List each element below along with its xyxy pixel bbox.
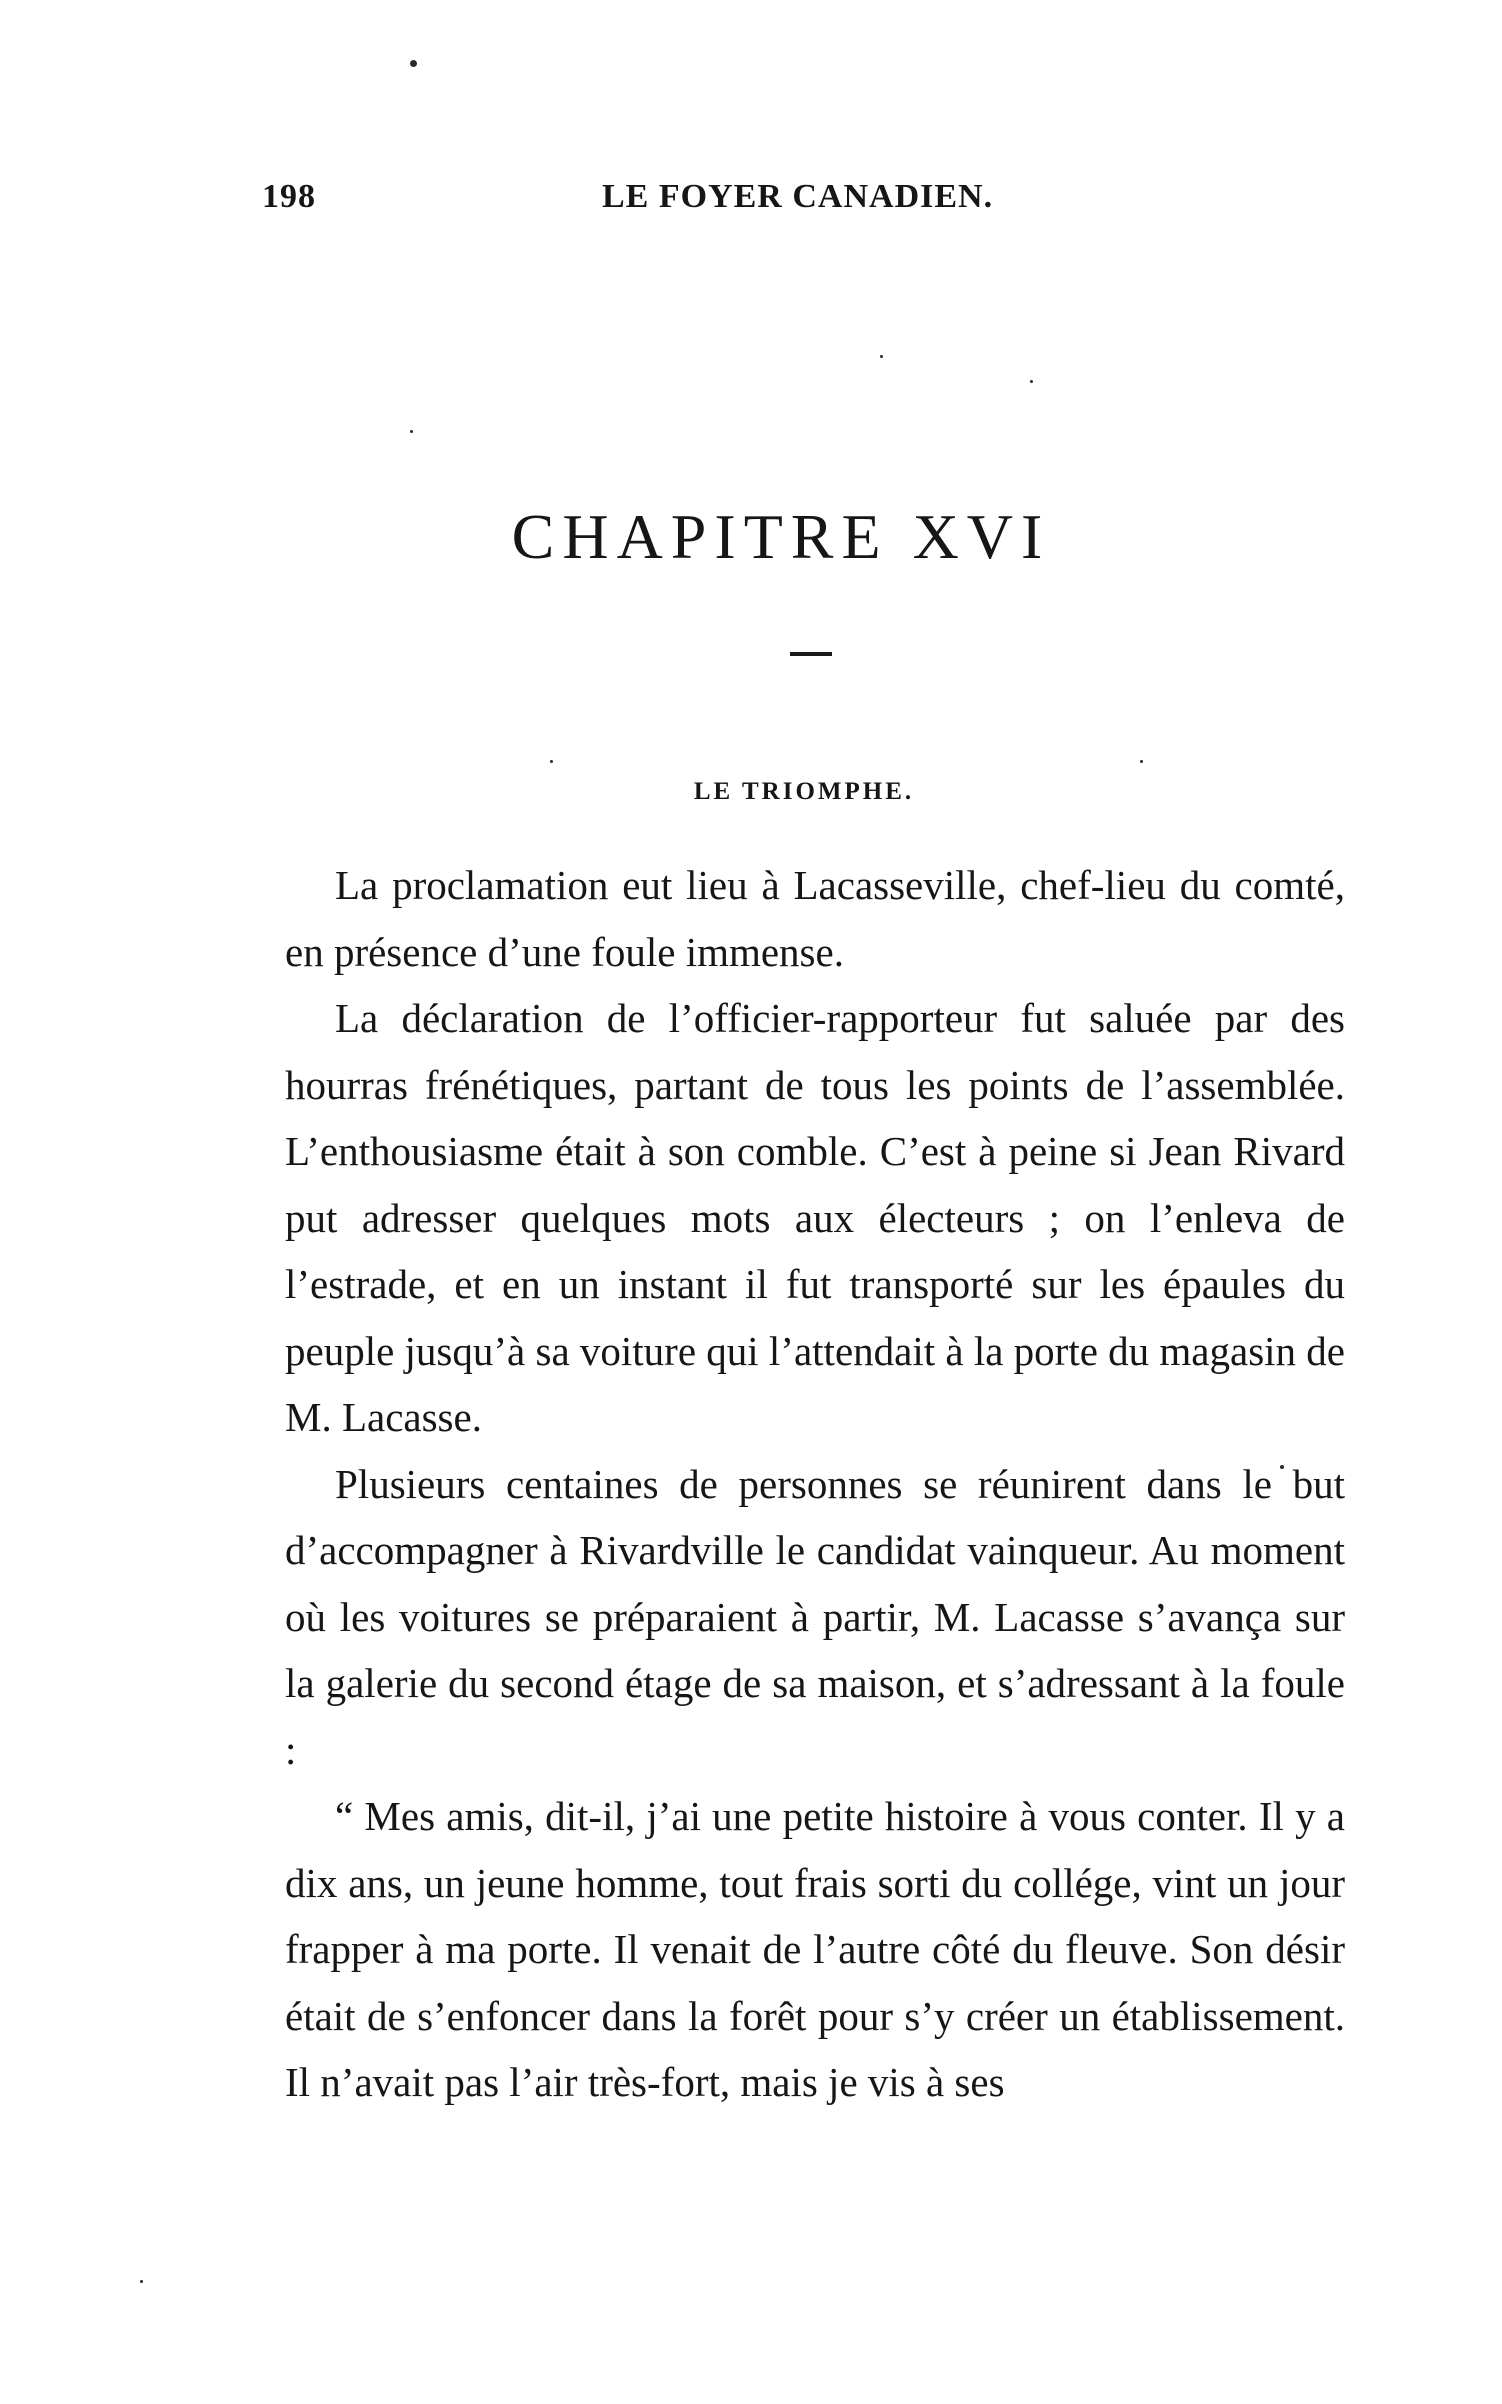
body-text — [285, 852, 1345, 2116]
paragraph: “ Mes amis, dit-il, j’ai une petite histoire à vous conter. Il y a dix ans, un jeune homme, tout frais sorti du collége, vint un jour frapper à ma porte. Il venait de l’autre côté du fleuve. Son désir était de s’enfoncer dans la forêt pour s’y créer un établissement. Il n’avait pas l’air très-fort, mais je vis à ses — [285, 1793, 1345, 2105]
ink-speck — [550, 760, 553, 763]
ink-speck — [140, 2280, 143, 2283]
ink-speck — [410, 430, 413, 433]
ink-speck — [1140, 760, 1143, 763]
paragraph: La déclaration de l’officier-rapporteur fut saluée par des hourras frénétiques, partant de tous les points de l’assemblée. L’enthousiasme était à son comble. C’est à peine si Jean Rivard put adresser quelques mots aux électeurs ; on l’enleva de l’estrade, et en un instant il fut transporté sur les épaules du peuple jusqu’à sa voiture qui l’attendait à la porte du magasin de M. Lacasse. — [285, 995, 1345, 1440]
ink-speck — [880, 355, 883, 358]
ink-speck — [1030, 380, 1033, 383]
paragraph: La proclamation eut lieu à Lacasseville, chef-lieu du comté, en présence d’une foule immense. — [285, 862, 1345, 975]
running-head-title: LE FOYER CANADIEN. — [602, 178, 994, 215]
running-head — [262, 178, 1354, 218]
ink-speck — [410, 60, 417, 67]
chapter-title: CHAPITRE XVI — [511, 501, 1051, 572]
section-title: LE TRIOMPHE. — [693, 778, 915, 805]
chapter-divider — [790, 652, 832, 656]
page-number: 198 — [262, 178, 316, 215]
paragraph: Plusieurs centaines de personnes se réunirent dans le but d’accompagner à Rivardville le candidat vainqueur. Au moment où les voitures se préparaient à partir, M. Lacasse s’avança sur la galerie du second étage de sa maison, et s’adressant à la foule : — [285, 1460, 1345, 1773]
